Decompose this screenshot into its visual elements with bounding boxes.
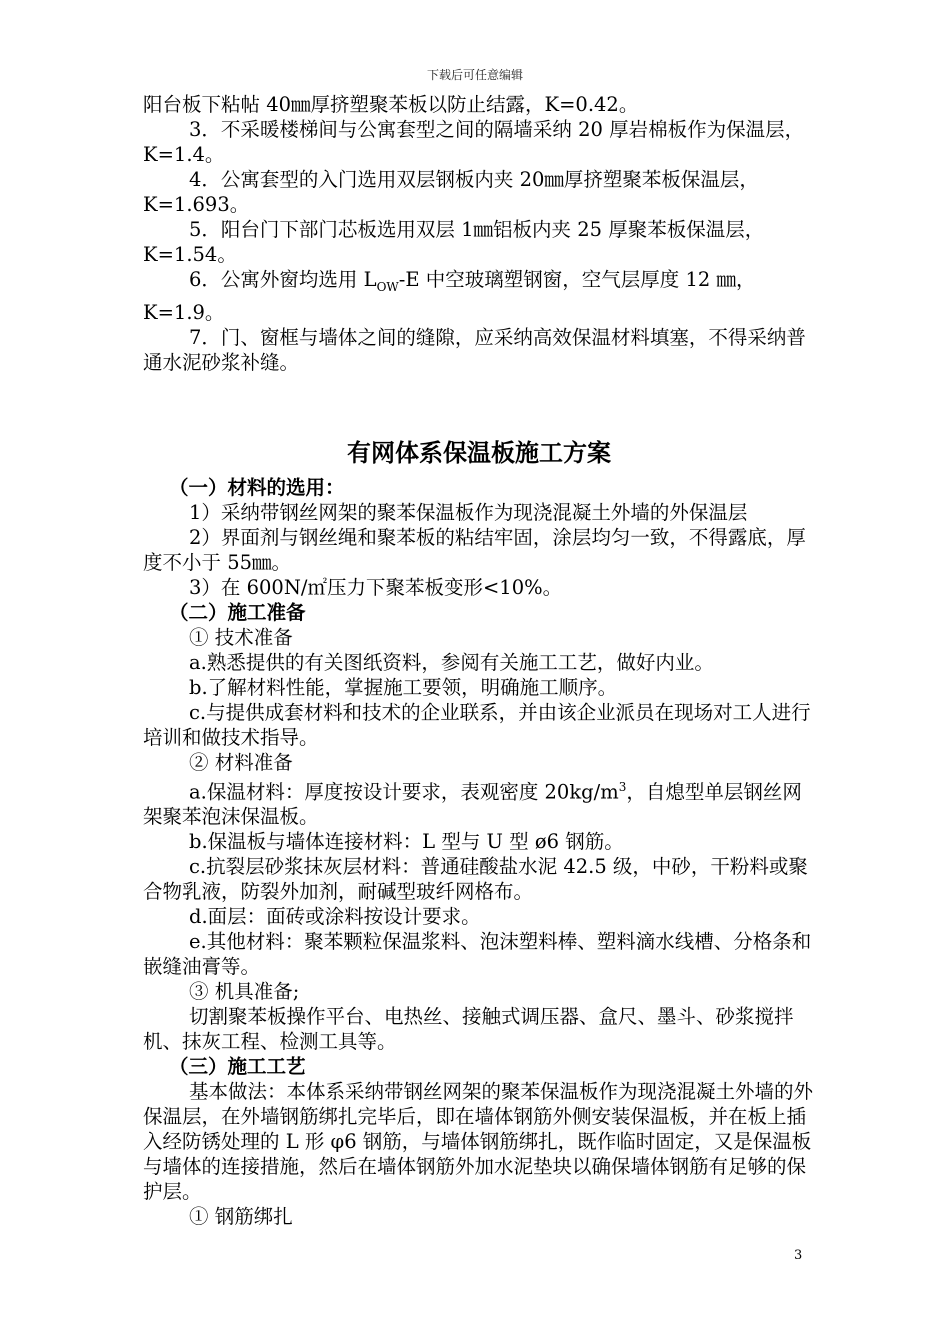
list-item: e.其他材料：聚苯颗粒保温浆料、泡沫塑料棒、塑料滴水线槽、分格条和嵌缝油膏等。 — [143, 930, 812, 979]
list-item: d.面层：面砖或涂料按设计要求。 — [189, 905, 481, 929]
section-heading: （三）施工工艺 — [169, 1055, 306, 1079]
paragraph: 基本做法：本体系采纳带钢丝网架的聚苯保温板作为现浇混凝土外墙的外保温层，在外墙钢筋绑扎完毕后，即在墙体钢筋外侧安装保温板，并在板上插入经防锈处理的 L 形 φ6 钢筋，与墙体钢筋绑扎，既作临时固定，又是保温板与墙体的连接措施，然后在墙体钢筋外加水泥垫块以确保墙体钢筋有足够的保护层。 — [143, 1080, 814, 1204]
window-text-suffix: -E 中空玻璃塑钢窗，空气层厚度 12 ㎜，K=1.9。 — [143, 268, 756, 324]
density-prefix: a.保温材料：厚度按设计要求，表观密度 20kg/m — [189, 780, 619, 804]
list-item: 1）采纳带钢丝网架的聚苯保温板作为现浇混凝土外墙的外保温层 — [189, 500, 748, 524]
section-title: 有网体系保温板施工方案 — [347, 437, 611, 467]
page-number: 3 — [794, 1248, 803, 1263]
window-text-prefix: 6．公寓外窗均选用 L — [189, 268, 377, 291]
window-text-sub: OW — [376, 279, 399, 294]
list-item: b.了解材料性能，掌握施工要领，明确施工顺序。 — [189, 675, 618, 699]
list-item: 3）在 600N/㎡压力下聚苯板变形<10%。 — [189, 575, 563, 599]
subsection-label: ① 钢筋绑扎 — [189, 1205, 293, 1229]
subsection-label: ② 材料准备 — [189, 750, 293, 774]
paragraph: 3．不采暖楼梯间与公寓套型之间的隔墙采纳 20 厚岩棉板作为保温层，K=1.4。 — [143, 118, 805, 166]
window-paragraph — [143, 267, 815, 325]
paragraph: 5．阳台门下部门芯板选用双层 1㎜铝板内夹 25 厚聚苯板保温层，K=1.54。 — [143, 218, 765, 266]
paragraph: 切割聚苯板操作平台、电热丝、接触式调压器、盒尺、墨斗、砂浆搅拌机、抹灰工程、检测工具等。 — [143, 1005, 794, 1054]
subsection-label: ③ 机具准备; — [189, 980, 300, 1004]
subsection-label: ① 技术准备 — [189, 625, 293, 649]
section-heading: （二）施工准备 — [169, 600, 306, 624]
page-header: 下载后可任意编辑 — [426, 68, 523, 82]
list-item: b.保温板与墙体连接材料：L 型与 U 型 ø6 钢筋。 — [189, 830, 624, 854]
density-sup: 3 — [618, 779, 627, 794]
list-item: a.熟悉提供的有关图纸资料，参阅有关施工工艺，做好内业。 — [189, 650, 714, 674]
list-item: c.抗裂层砂浆抹灰层材料：普通硅酸盐水泥 42.5 级，中砂，干粉料或聚合物乳液，防裂外加剂，耐碱型玻纤网格布。 — [143, 855, 808, 904]
list-item: c.与提供成套材料和技术的企业联系，并由该企业派员在现场对工人进行培训和做技术指导。 — [143, 700, 811, 749]
density-suffix: ，自熄型单层钢丝网架聚苯泡沫保温板。 — [143, 780, 802, 829]
document-body — [143, 92, 815, 1229]
paragraph: 阳台板下粘帖 40㎜厚挤塑聚苯板以防止结露，K=0.42。 — [143, 93, 639, 116]
section-heading: （一）材料的选用： — [169, 475, 345, 499]
paragraph: 7．门、窗框与墙体之间的缝隙，应采纳高效保温材料填塞，不得采纳普通水泥砂浆补缝。 — [143, 325, 806, 374]
density-item — [143, 775, 815, 830]
list-item: 2）界面剂与钢丝绳和聚苯板的粘结牢固，涂层均匀一致，不得露底，厚度不小于 55㎜。 — [143, 525, 806, 574]
paragraph: 4．公寓套型的入门选用双层钢板内夹 20㎜厚挤塑聚苯板保温层，K=1.693。 — [143, 168, 759, 216]
